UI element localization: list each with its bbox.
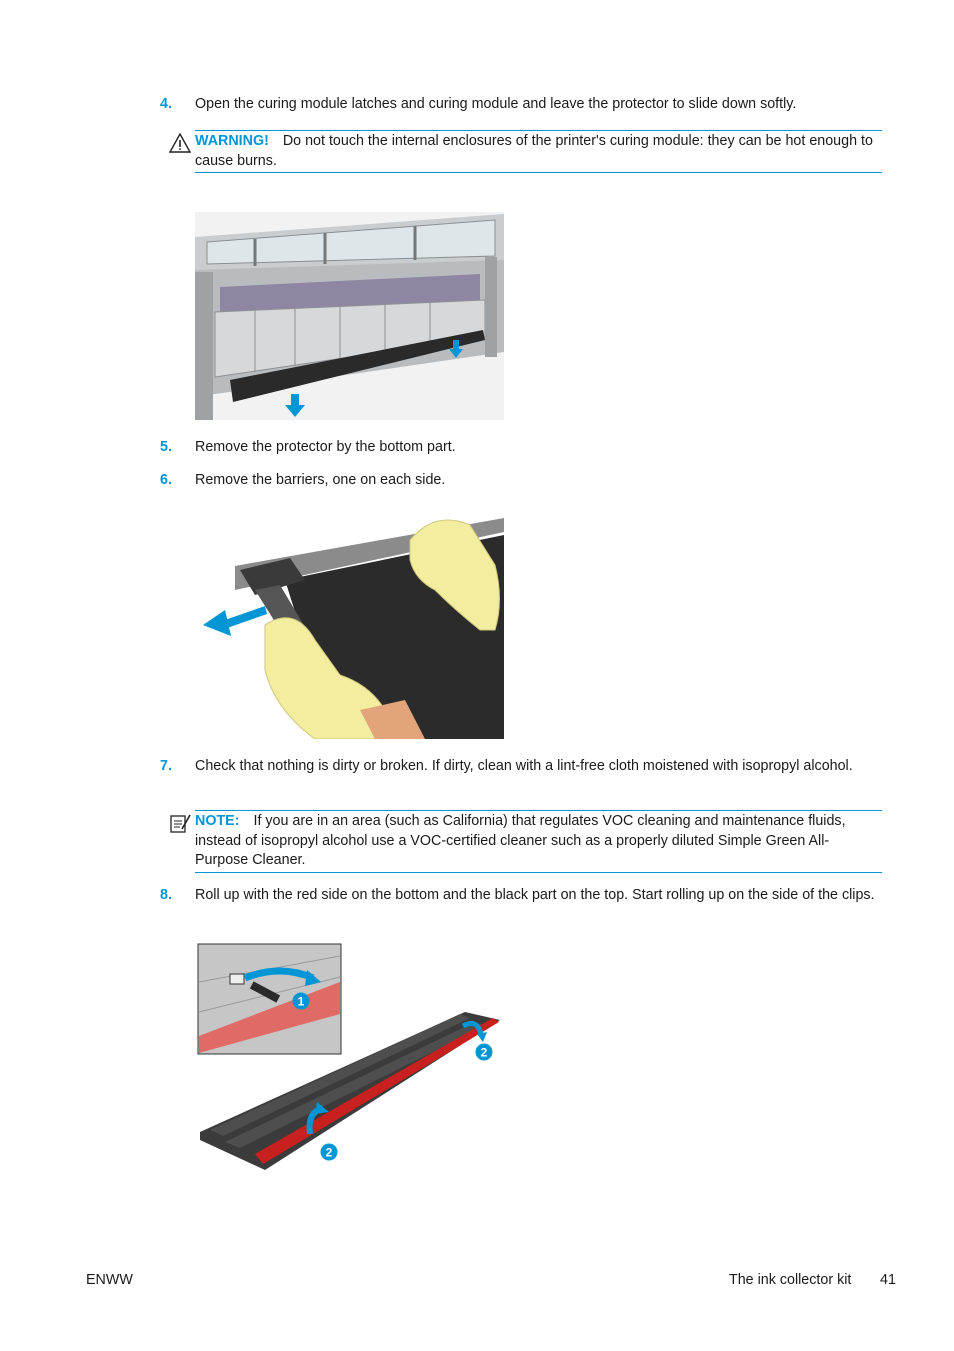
roll-up-figure <box>195 942 504 1174</box>
callout-number: 1 <box>297 994 305 1009</box>
step-text: Open the curing module latches and curing module and leave the protector to slide down softly. <box>195 96 797 112</box>
page-number: 41 <box>880 1272 896 1288</box>
roll-up-illustration <box>195 942 504 1174</box>
warning-callout <box>195 130 882 173</box>
callout-2-badge <box>321 1144 338 1161</box>
detail-inset <box>198 944 341 1054</box>
callout-number: 2 <box>325 1145 333 1160</box>
step-number: 4. <box>160 96 172 112</box>
warning-label: WARNING! <box>195 133 269 149</box>
step-number: 8. <box>160 887 172 903</box>
warning-triangle-icon <box>169 133 191 153</box>
step-text: Check that nothing is dirty or broken. If dirty, clean with a lint-free cloth moistened with isopropyl alcohol. <box>195 758 853 774</box>
footer-left: ENWW <box>86 1272 133 1288</box>
callout-number: 2 <box>480 1045 488 1060</box>
step-number: 6. <box>160 472 172 488</box>
step-number: 7. <box>160 758 172 774</box>
remove-barriers-illustration <box>195 510 504 739</box>
step-number: 5. <box>160 439 172 455</box>
footer-section-title: The ink collector kit <box>729 1272 852 1288</box>
note-text: If you are in an area (such as California) that regulates VOC cleaning and maintenance fluids, instead of isopropyl alcohol use a VOC-certified cleaner such as a properly diluted Simple Green All-Purpose Cleaner. <box>195 813 846 868</box>
callout-1-badge <box>293 993 310 1010</box>
curing-module-figure <box>195 212 504 420</box>
remove-barriers-figure <box>195 510 504 739</box>
step-text: Remove the barriers, one on each side. <box>195 472 446 488</box>
step-text: Remove the protector by the bottom part. <box>195 439 456 455</box>
note-callout <box>195 810 882 873</box>
callout-2-badge <box>476 1044 493 1061</box>
warning-text: Do not touch the internal enclosures of the printer's curing module: they can be hot enough to cause burns. <box>195 133 873 169</box>
step-text: Roll up with the red side on the bottom and the black part on the top. Start rolling up on the side of the clips. <box>195 887 875 903</box>
note-pad-icon <box>169 813 191 833</box>
curing-module-illustration <box>195 212 504 420</box>
note-label: NOTE: <box>195 813 240 829</box>
